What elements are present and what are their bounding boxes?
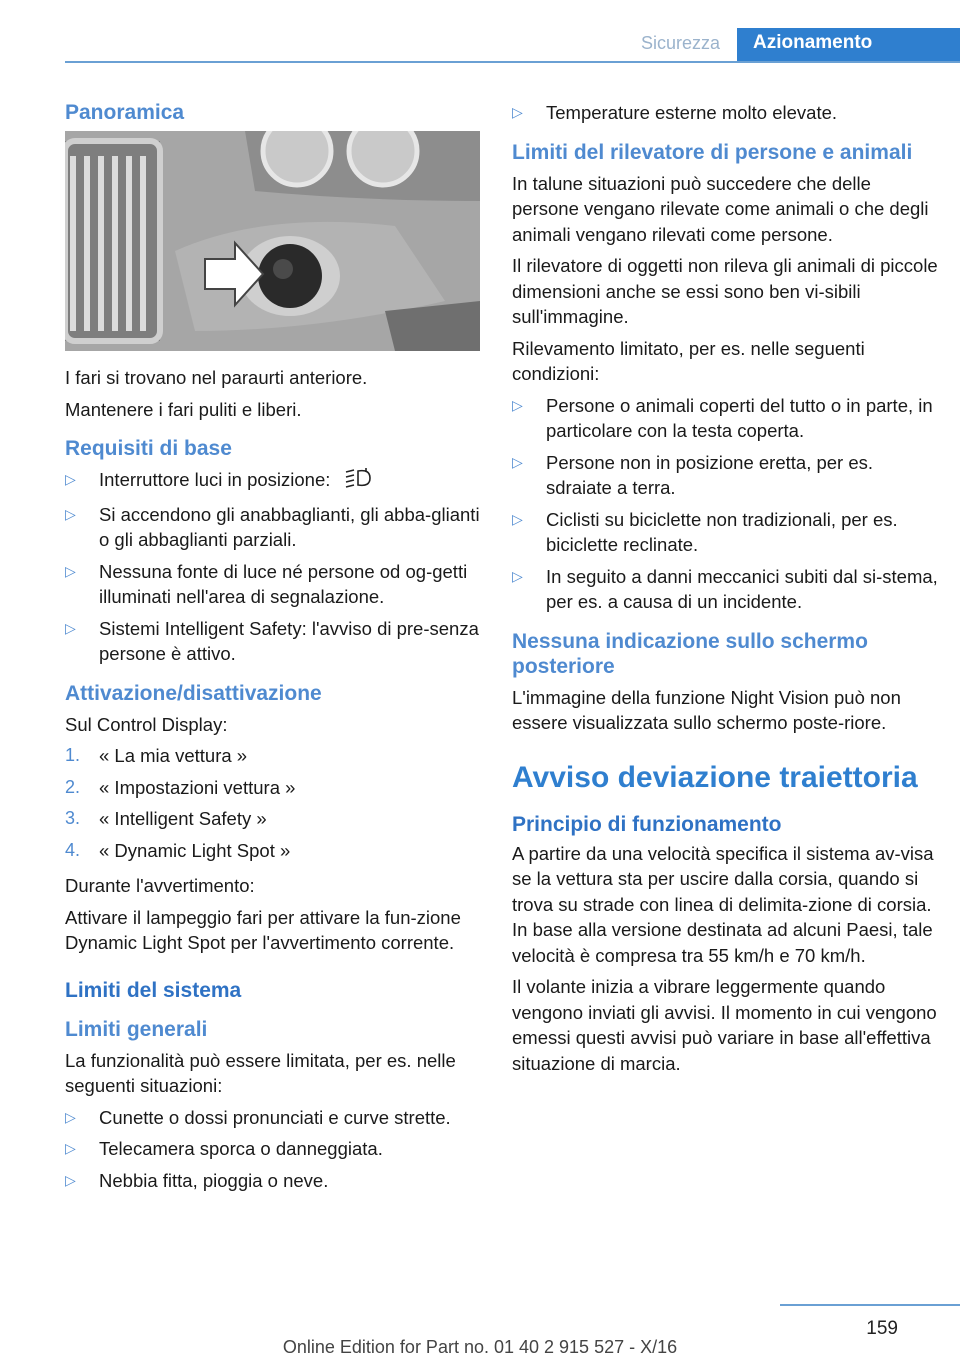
step-number: 3. [65, 808, 81, 828]
header-rule [65, 61, 960, 63]
paragraph: Il rilevatore di oggetti non rileva gli animali di piccole dimensioni anche se essi sono ben vi‐sibili sull'immagine. [512, 255, 938, 327]
list-item [512, 507, 942, 558]
right-column [512, 100, 942, 1082]
step-item [65, 775, 485, 801]
paragraph: Attivare il lampeggio fari per attivare la fun‐zione Dynamic Light Spot per l'avvertimento corrente. [65, 906, 461, 953]
list-item-text: In seguito a danni meccanici subiti dal si‐stema, per es. a causa di un incidente. [546, 565, 938, 612]
paragraph: Sul Control Display: [65, 713, 228, 735]
list-item [65, 1105, 485, 1131]
list-item-text: Interruttore luci in posizione: [99, 469, 331, 491]
detector-heading: Limiti del rilevatore di persone e animali [512, 140, 913, 164]
paragraph: In talune situazioni può succedere che delle persone vengano rilevate come animali o che degli animali vengano rilevati come persone. [512, 172, 929, 245]
continued-list [512, 100, 942, 126]
step-number: 1. [65, 745, 81, 765]
list-item-text: Nebbia fitta, pioggia o neve. [99, 1169, 329, 1191]
header-active-tab: Azionamento [737, 28, 960, 63]
list-item [512, 450, 942, 501]
list-item [512, 100, 942, 126]
step-item [65, 806, 485, 832]
list-item-text: Si accendono gli anabbaglianti, gli abba‐glianti o gli abbaglianti parziali. [99, 503, 480, 550]
list-item [512, 393, 942, 444]
bullet-marker: ▷ [65, 471, 76, 487]
step-text: « Impostazioni vettura » [99, 776, 296, 798]
bullet-marker: ▷ [512, 510, 523, 527]
requirements-heading: Requisiti di base [65, 437, 232, 460]
list-item [65, 467, 485, 496]
list-item-text: Nessuna fonte di luce né persone od og‐getti illuminati nell'area di segnalazione. [99, 560, 468, 607]
rear-screen-heading: Nessuna indicazione sullo schermo posteriore [512, 629, 868, 678]
detector-list [512, 393, 942, 615]
steps-list [65, 743, 485, 863]
header-section: Sicurezza [640, 33, 720, 53]
list-item [65, 559, 485, 610]
list-item [65, 1136, 485, 1162]
list-item-text: Persone non in posizione eretta, per es. sdraiate a terra. [546, 451, 874, 498]
list-item-text: Sistemi Intelligent Safety: l'avviso di pre‐senza persone è attivo. [99, 617, 479, 664]
paragraph: La funzionalità può essere limitata, per es. nelle seguenti situazioni: [65, 1049, 456, 1096]
bullet-marker: ▷ [65, 1140, 76, 1156]
paragraph: I fari si trovano nel paraurti anteriore. [65, 367, 368, 388]
bullet-marker: ▷ [512, 104, 523, 120]
bullet-marker: ▷ [512, 396, 523, 413]
step-number: 2. [65, 776, 81, 797]
limits-heading: Limiti del sistema [65, 978, 242, 1002]
step-text: « La mia vettura » [99, 745, 248, 766]
paragraph: Durante l'avvertimento: [65, 875, 255, 896]
bullet-marker: ▷ [65, 562, 76, 579]
paragraph: L'immagine della funzione Night Vision può non essere visualizzata sullo schermo poste‐riore. [512, 686, 901, 733]
list-item [65, 502, 485, 553]
light-switch-icon [344, 467, 374, 496]
step-text: « Intelligent Safety » [99, 808, 267, 829]
paragraph: Il volante inizia a vibrare leggermente quando vengono inviati gli avvisi. Il momento in cui vengono emessi questi avvisi può variare in base all'effettiva situazione di marcia. [512, 976, 937, 1074]
list-item-text: Temperature esterne molto elevate. [546, 102, 838, 123]
step-item [65, 838, 485, 864]
list-item-text: Persone o animali coperti del tutto o in parte, in particolare con la testa coperta. [546, 394, 933, 441]
principle-heading: Principio di funzionamento [512, 812, 782, 836]
list-item-text: Ciclisti su biciclette non tradizionali, per es. biciclette reclinate. [546, 508, 898, 555]
left-column [65, 100, 485, 1203]
bullet-marker: ▷ [65, 619, 76, 636]
list-item [512, 564, 942, 615]
bullet-marker: ▷ [512, 567, 523, 584]
page-number: 159 [866, 1318, 898, 1339]
paragraph: A partire da una velocità specifica il sistema av‐visa se la vettura sta per uscire dalla corsia, quando si trova su strade con linea di delimita‐zione di corsia. In base alla versione destinata ad alcuni Paesi, tale velocità è compresa tra 55 km/h e 70 km/h. [512, 842, 934, 966]
edition-footer: Online Edition for Part no. 01 40 2 915 527 - X/16 [282, 1337, 678, 1357]
step-text: « Dynamic Light Spot » [99, 839, 291, 861]
bullet-marker: ▷ [512, 453, 523, 470]
bullet-marker: ▷ [65, 1108, 76, 1125]
headlight-illustration [65, 131, 480, 351]
paragraph: Rilevamento limitato, per es. nelle seguenti condizioni: [512, 337, 865, 384]
bullet-marker: ▷ [65, 1171, 76, 1188]
list-item-text: Telecamera sporca o danneggiata. [99, 1138, 383, 1159]
list-item [65, 616, 485, 667]
general-limits-list [65, 1105, 485, 1194]
activation-heading: Attivazione/disattivazione [65, 681, 322, 705]
step-item [65, 743, 485, 769]
general-limits-heading: Limiti generali [65, 1017, 208, 1041]
overview-heading: Panoramica [65, 101, 185, 124]
lane-departure-heading: Avviso deviazione traiettoria [512, 760, 918, 794]
bullet-marker: ▷ [65, 505, 76, 522]
paragraph: Mantenere i fari puliti e liberi. [65, 398, 302, 420]
list-item [65, 1168, 485, 1194]
list-item-text: Cunette o dossi pronunciati e curve strette. [99, 1106, 451, 1128]
footer-rule [780, 1304, 960, 1306]
headlight-photo [65, 131, 480, 351]
requirements-list [65, 467, 485, 667]
step-number: 4. [65, 839, 81, 860]
